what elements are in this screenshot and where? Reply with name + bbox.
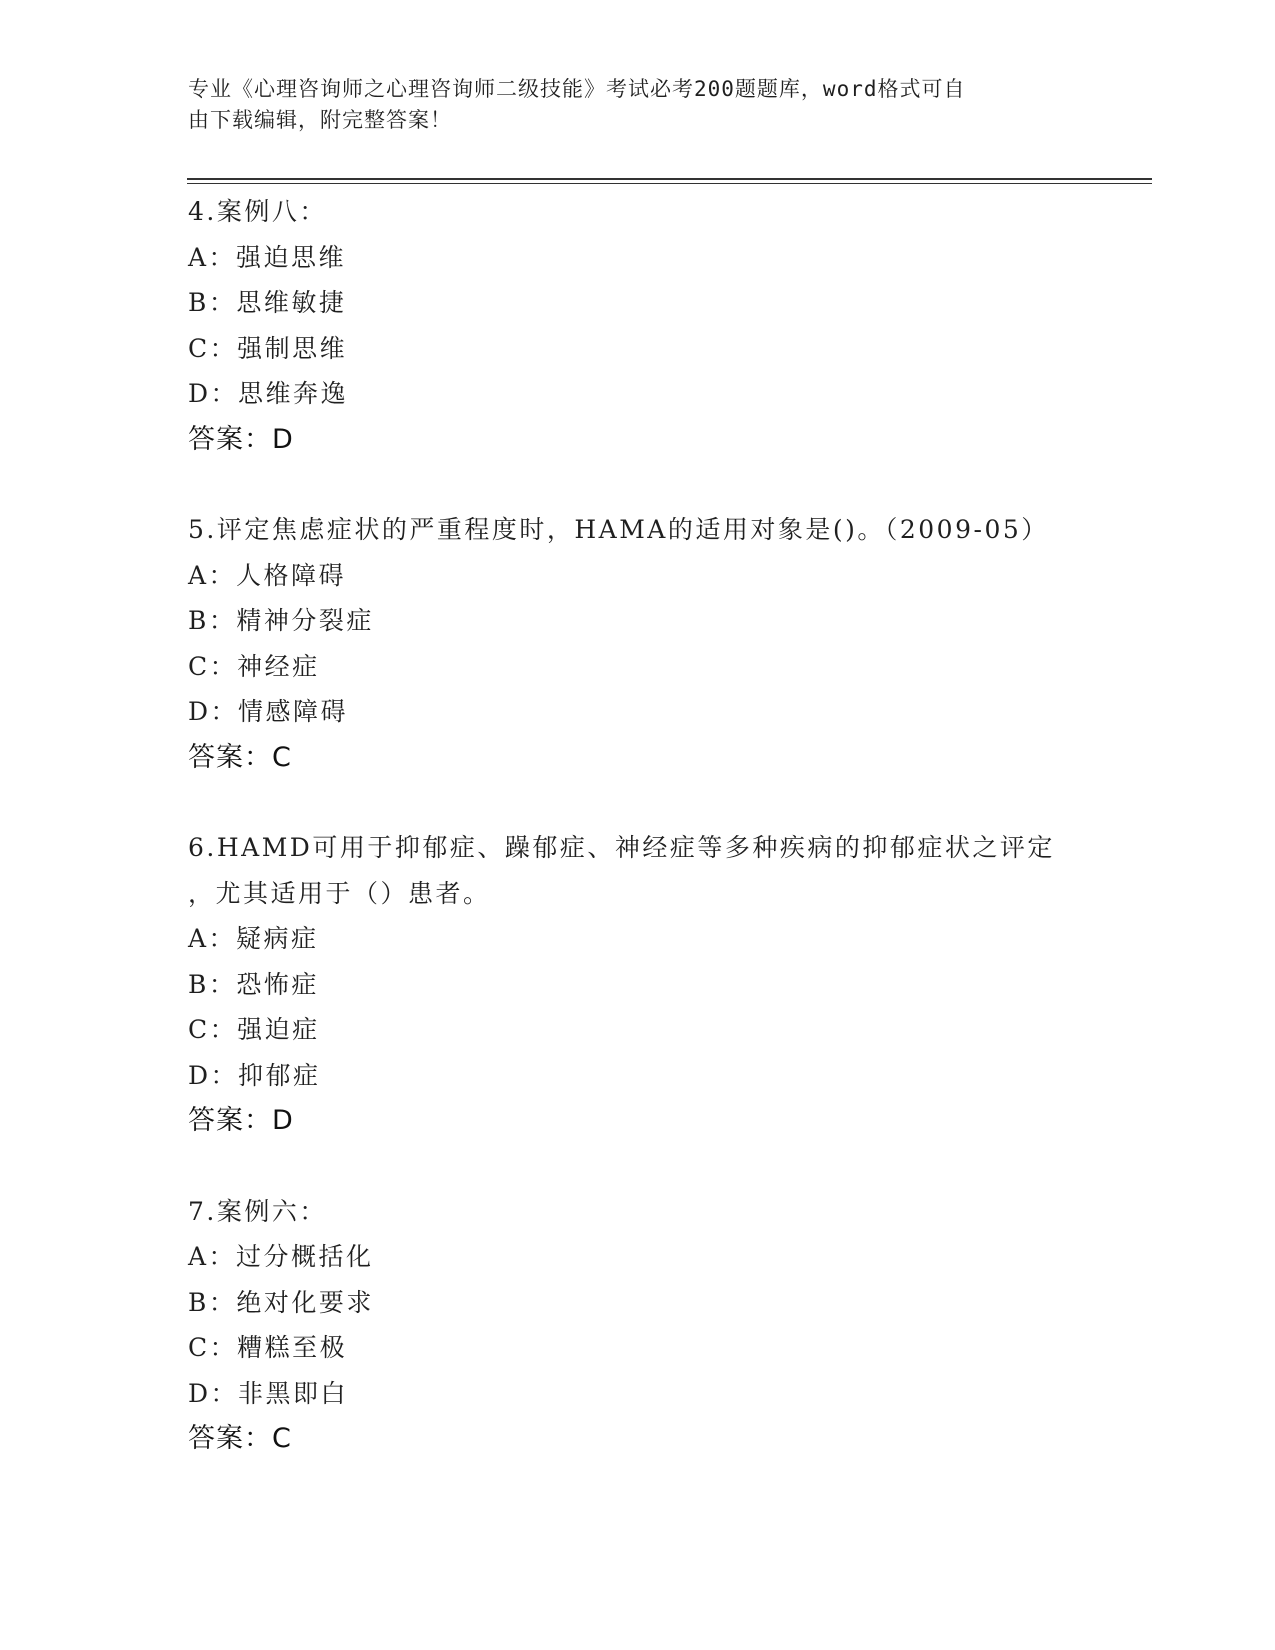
option-b: B：绝对化要求: [188, 1287, 374, 1317]
option-c: C：糟糕至极: [188, 1333, 348, 1362]
question-block: [188, 1189, 1088, 1462]
option-c: C：强制思维: [188, 333, 348, 363]
option-b: B：恐怖症: [188, 969, 319, 999]
header-divider-thin: [187, 183, 1152, 184]
question-block: [188, 825, 1088, 1144]
answer-line: 答案：C: [188, 1423, 292, 1454]
document-header: [188, 74, 1068, 136]
option-a: A：人格障碍: [188, 560, 347, 590]
option-a: A：强迫思维: [188, 242, 347, 272]
question-stem: 6.HAMD可用于抑郁症、躁郁症、神经症等多种疾病的抑郁症状之评定: [188, 833, 1055, 862]
option-c: C：强迫症: [188, 1015, 320, 1044]
question-stem: 5.评定焦虑症状的严重程度时，HAMA的适用对象是()。（2009-05）: [188, 515, 1049, 544]
option-d: D：非黑即白: [188, 1378, 349, 1408]
option-c: C：神经症: [188, 651, 320, 681]
question-block: [188, 189, 1088, 462]
option-d: D：抑郁症: [188, 1060, 321, 1090]
option-d: D：情感障碍: [188, 697, 349, 726]
spacer: [188, 462, 1088, 507]
question-stem-continued: ，尤其适用于（）患者。: [188, 878, 491, 908]
question-stem: 7.案例六：: [188, 1196, 327, 1226]
header-line-2: 由下载编辑，附完整答案！: [188, 108, 452, 132]
option-a: A：疑病症: [188, 924, 319, 953]
option-b: B：思维敏捷: [188, 288, 347, 317]
answer-line: 答案：D: [188, 1105, 294, 1136]
option-d: D：思维奔逸: [188, 379, 349, 408]
question-block: [188, 507, 1088, 780]
spacer: [188, 780, 1088, 825]
answer-line: 答案：D: [188, 423, 294, 455]
option-b: B：精神分裂症: [188, 606, 374, 635]
header-line-1: 专业《心理咨询师之心理咨询师二级技能》考试必考200题题库，word格式可自: [188, 77, 966, 101]
spacer: [188, 1144, 1088, 1189]
answer-line: 答案：C: [188, 741, 292, 773]
question-list: [188, 189, 1088, 1462]
header-divider-thick: [187, 178, 1152, 180]
question-stem: 4.案例八：: [188, 197, 327, 226]
option-a: A：过分概括化: [188, 1242, 374, 1271]
